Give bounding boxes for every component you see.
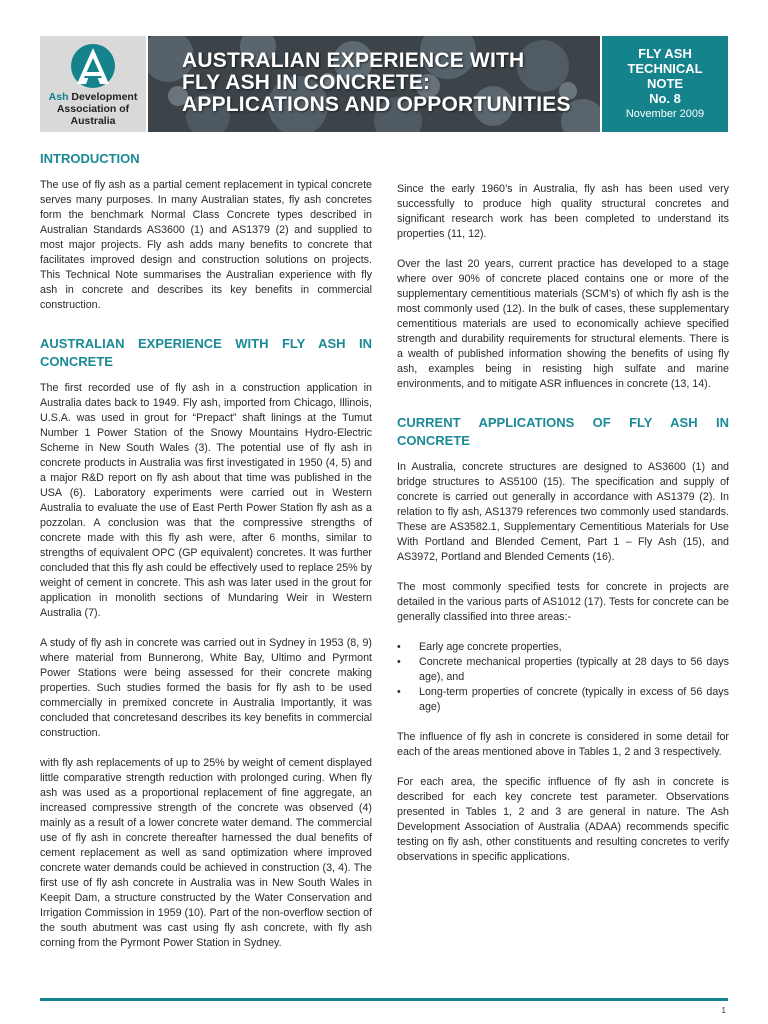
experience-paragraph-2: A study of fly ash in concrete was carried out in Sydney in 1953 (8, 9) where material from Bunnerong, White Bay, Ultimo and Pyrmont Power Stations were being assessed for their concrete making properties. Such studies formed the basis for fly ash to be used commercially in premixed concrete in Australia Importantly, it was concluded that concretesand describes its key benefits in commercial construction. xyxy=(40,637,372,739)
note-number: No. 8 xyxy=(649,91,681,106)
header-banner xyxy=(40,36,728,132)
title-line-1: AUSTRALIAN EXPERIENCE WITH xyxy=(182,49,525,72)
title-line-3: APPLICATIONS AND OPPORTUNITIES xyxy=(182,93,571,116)
left-column xyxy=(40,150,372,966)
note-line-1: FLY ASH xyxy=(638,46,692,61)
note-line-3: NOTE xyxy=(646,76,684,91)
footer-rule xyxy=(40,998,728,1001)
experience-paragraph-3: with fly ash replacements of up to 25% by weight of cement displayed little comparative strength reduction with prolonged curing. When fly ash was used as a proportional replacement of fine aggregate, an increased compressive strength of the concrete was observed (4) mainly as a result of a lower concrete water demand. The commercial use of fly ash in concrete thereafter harnessed the dual benefits of cement replacement as well as sand optimization where improved concrete water demands could be achieved in construction (3, 4). The first use of fly ash concrete in Australia was in New South Wales in Keepit Dam, a structure constructed by the Water Conservation and Irrigation Commission in 1959 (10). Part of the non-overflow section of the south abutment was cast using fly ash concrete, with fly ash corning from the Pyrmont Power Station in Sydney. xyxy=(40,757,372,949)
experience-paragraph-1: The first recorded use of fly ash in a construction application in Australia dates back to 1949. Fly ash, imported from Chicago, Illinois, U.S.A. was used in grout for “Prepact” shaft linings at the Tumut Number 1 Power Station of the Snowy Mountains Hydro-Electric Scheme in New South Wales (3). The potential use of fly ash in concrete products in Australia was first investigated in 1950 (4, 5) and a major R&D report on fly ash about that time was published in the USA (6). Laboratory experiments were carried out in Western Australia to evaluate the use of East Perth Power Station fly ash as a pozzolan. A conclusion was that the compressive strengths of concrete made with this fly ash were, after 6 months, similar to strengths of equivalent OPC (GP equivalent) concretes. It was further concluded that this fly ash could be effectively used to replace 25% by weight of cement in concrete. This ash was later used in the grout for application in monolith sections of Mundaring Weir in Western Australia (7). xyxy=(40,382,372,619)
adaa-logo-icon xyxy=(69,42,117,90)
introduction-paragraph: The use of fly ash as a partial cement replacement in typical concrete serves many purposes. In many Australian states, fly ash concretes form the benchmark Normal Class Concrete types described in Australian Standards AS3600 (1) and AS1379 (2) and supplied to most major projects. Fly ash adds many benefits to concrete that facilitates improved design and construction solutions on projects. This Technical Note summarises the Australian experience with fly ash in concrete and describes its key benefits in commercial construction. xyxy=(40,179,372,311)
right-paragraph-6: For each area, the specific influence of fly ash in concrete is described for each key concrete test parameter. Observations presented in Tables 1, 2 and 3 are general in nature. The Ash Development Association of Australia (ADAA) recommends specific testing on fly ash, other constituents and resulting concretes to verify observations in specific applications. xyxy=(397,776,729,863)
right-paragraph-3: In Australia, concrete structures are designed to AS3600 (1) and bridge structures to AS5100 (15). The specification and supply of concrete is carried out generally in accordance with AS1379 (2). In relation to fly ash, AS1379 references two commonly used standards. These are AS3582.1, Supplementary Cementitious Materials for Use With Portland and Blended Cement, Part 1 – Fly Ash (15), and AS3972, Portland and Blended Cements (16). xyxy=(397,461,729,563)
logo-line2: Association of xyxy=(56,103,130,115)
title-banner xyxy=(148,36,600,132)
logo-ash-word: Ash xyxy=(48,91,69,103)
right-paragraph-4: The most commonly specified tests for concrete in projects are detailed in the various parts of AS1012 (17). Tests for concrete can be generally classified into three areas:- xyxy=(397,581,729,623)
right-paragraph-2: Over the last 20 years, current practice has developed to a stage where over 90% of concrete placed contains one or more of the supplementary cementitious materials (SCM’s) of which fly ash is the most commonly used (12). In the bulk of cases, these supplementary cementitious materials are used to economically achieve specified strength and durability requirements for structural elements. There is a wealth of published information showing the benefits of using fly ash, examples being in resisting high sulfate and marine environments, and to mitigate ASR influences in concrete (13, 14). xyxy=(397,258,729,390)
introduction-heading: INTRODUCTION xyxy=(40,151,140,166)
right-paragraph-5: The influence of fly ash in concrete is considered in some detail for each of the areas mentioned above in Tables 1, 2 and 3 respectively. xyxy=(397,731,729,758)
note-line-2: TECHNICAL xyxy=(627,61,703,76)
logo-development-word: Development xyxy=(68,91,138,103)
document-title xyxy=(182,50,592,116)
adaa-logo xyxy=(40,36,146,132)
page-number: 1 xyxy=(721,1006,726,1015)
experience-heading: AUSTRALIAN EXPERIENCE WITH FLY ASH IN CONCRETE xyxy=(40,336,372,369)
list-item: • Early age concrete properties, xyxy=(397,640,729,655)
list-item: • Concrete mechanical properties (typically at 28 days to 56 days age), and xyxy=(397,655,729,685)
right-column xyxy=(397,182,729,880)
title-line-2: FLY ASH IN CONCRETE: xyxy=(182,71,431,94)
technical-note-badge xyxy=(602,36,728,132)
note-date: November 2009 xyxy=(625,108,705,120)
logo-text xyxy=(40,91,146,127)
logo-line3: Australia xyxy=(70,115,116,127)
right-paragraph-1: Since the early 1960’s in Australia, fly ash has been used very successfully to produce high quality structural concretes and significant research work has been completed to understand its properties (11, 12). xyxy=(397,183,729,240)
applications-heading: CURRENT APPLICATIONS OF FLY ASH IN CONCRETE xyxy=(397,415,729,448)
test-areas-list xyxy=(397,640,729,715)
list-item: • Long-term properties of concrete (typically in excess of 56 days age) xyxy=(397,685,729,715)
